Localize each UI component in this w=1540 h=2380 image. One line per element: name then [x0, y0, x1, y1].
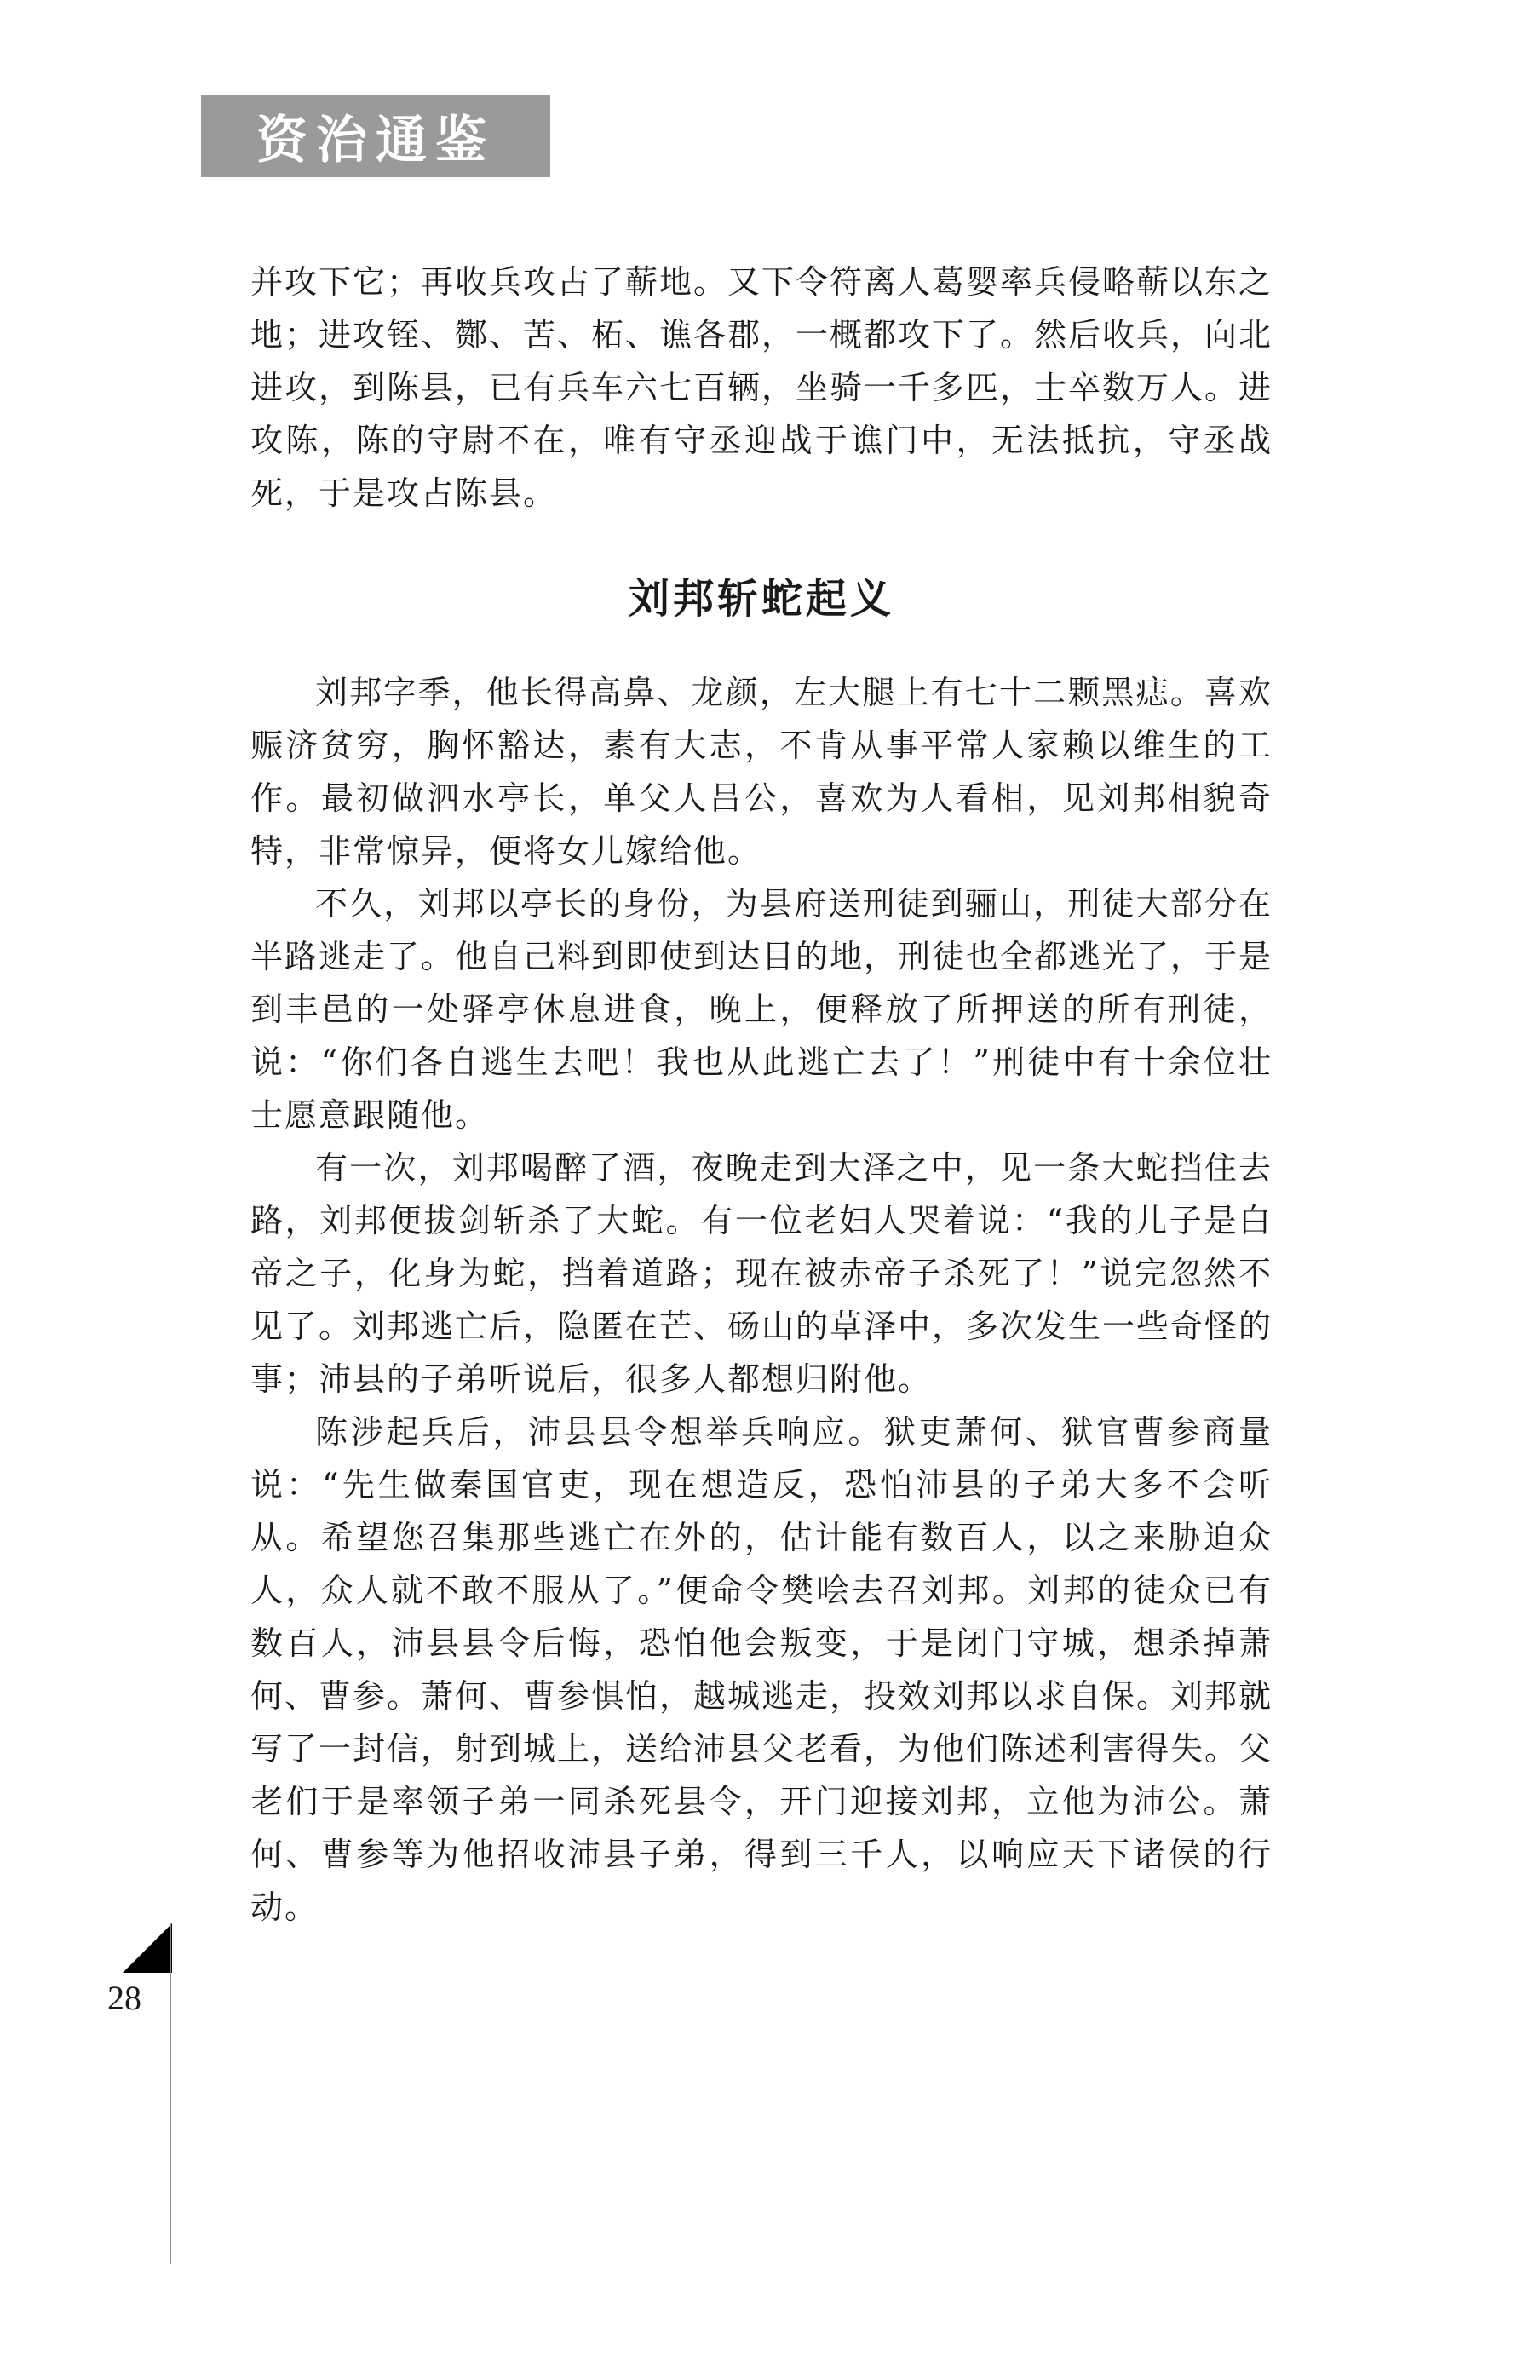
body-paragraph: 有一次，刘邦喝醉了酒，夜晚走到大泽之中，见一条大蛇挡住去路，刘邦便拔剑斩杀了大蛇。有一位老妇人哭着说：“我的儿子是白帝之子，化身为蛇，挡着道路；现在被赤帝子杀死了！”说完忽然不见了。刘邦逃亡后，隐匿在芒、砀山的草泽中，多次发生一些奇怪的事；沛县的子弟听说后，很多人都想归附他。: [250, 1149, 1273, 1398]
page-corner-marker: [123, 1923, 172, 1973]
intro-paragraph: 并攻下它；再收兵攻占了蕲地。又下令符离人葛婴率兵侵略蕲以东之地；进攻铚、酂、苦、柘、谯各郡，一概都攻下了。然后收兵，向北进攻，到陈县，已有兵车六七百辆，坐骑一千多匹，士卒数万人。进攻陈，陈的守尉不在，唯有守丞迎战于谯门中，无法抵抗，守丞战死，于是攻占陈县。: [250, 263, 1273, 512]
body-paragraph: 刘邦字季，他长得高鼻、龙颜，左大腿上有七十二颗黑痣。喜欢赈济贫穷，胸怀豁达，素有大志，不肯从事平常人家赖以维生的工作。最初做泗水亭长，单父人吕公，喜欢为人看相，见刘邦相貌奇特，非常惊异，便将女儿嫁给他。: [250, 674, 1273, 870]
section-heading: 刘邦斩蛇起义: [628, 575, 894, 623]
book-title-banner: [201, 95, 550, 177]
page-body: [250, 256, 1273, 1934]
body-paragraph: 不久，刘邦以亭长的身份，为县府送刑徒到骊山，刑徒大部分在半路逃走了。他自己料到即使到达目的地，刑徒也全都逃光了，于是到丰邑的一处驿亭休息进食，晚上，便释放了所押送的所有刑徒，说：“你们各自逃生去吧！我也从此逃亡去了！”刑徒中有十余位壮士愿意跟随他。: [250, 885, 1273, 1134]
page-number: 28: [107, 1979, 141, 2017]
book-title: 资治通鉴: [256, 111, 495, 170]
body-paragraph: 陈涉起兵后，沛县县令想举兵响应。狱吏萧何、狱官曹参商量说：“先生做秦国官吏，现在想造反，恐怕沛县的子弟大多不会听从。希望您召集那些逃亡在外的，估计能有数百人，以之来胁迫众人，众人就不敢不服从了。”便命令樊哙去召刘邦。刘邦的徒众已有数百人，沛县县令后悔，恐怕他会叛变，于是闭门守城，想杀掉萧何、曹参。萧何、曹参惧怕，越城逃走，投效刘邦以求自保。刘邦就写了一封信，射到城上，送给沛县父老看，为他们陈述利害得失。父老们于是率领子弟一同杀死县令，开门迎接刘邦，立他为沛公。萧何、曹参等为他招收沛县子弟，得到三千人，以响应天下诸侯的行动。: [250, 1413, 1273, 1926]
margin-divider: [170, 1923, 171, 2264]
